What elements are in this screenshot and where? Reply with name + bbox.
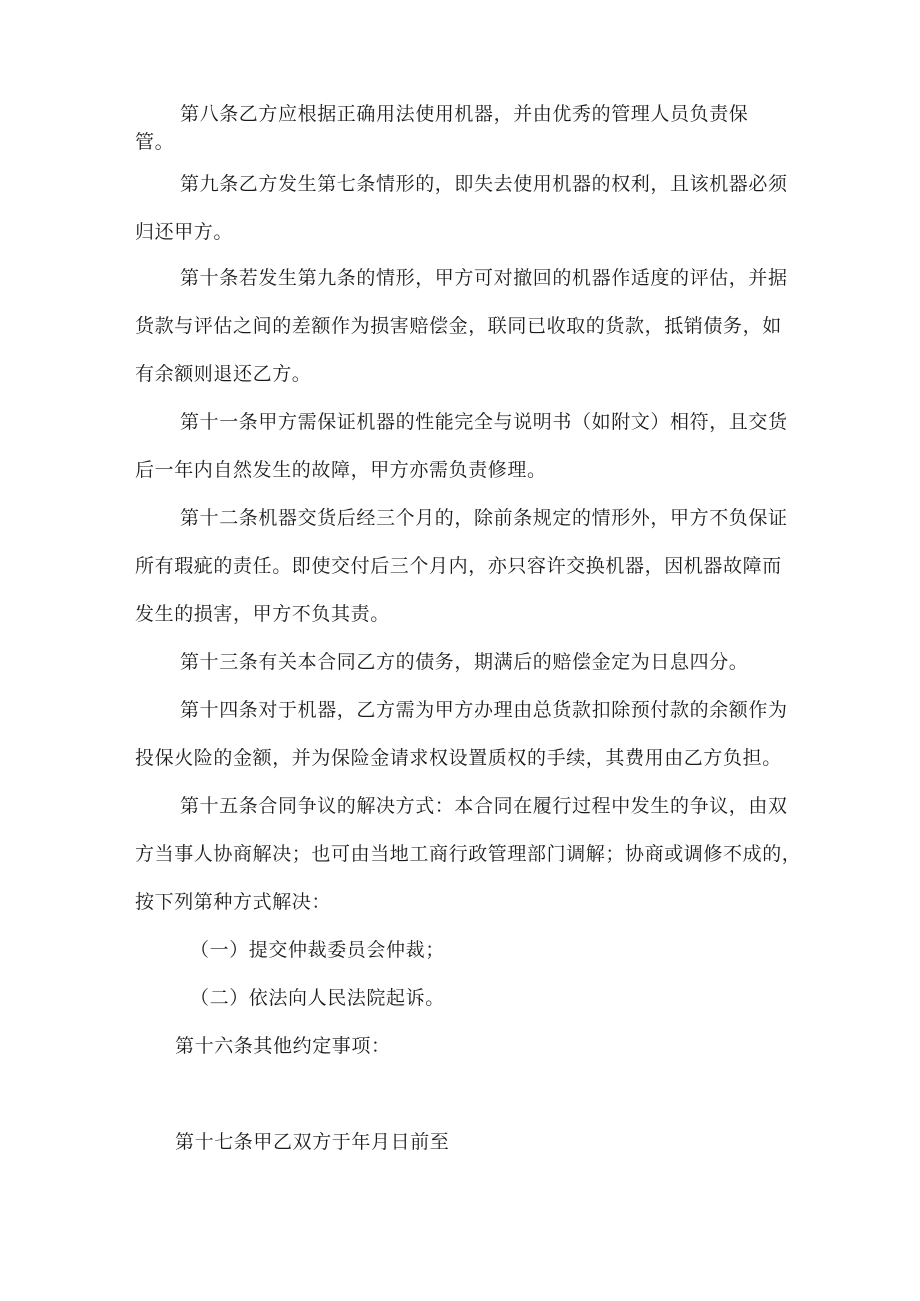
article-15-line-1: 第十五条合同争议的解决方式：本合同在履行过程中发生的争议，由双 [180, 795, 788, 817]
article-15-line-3: 按下列第种方式解决： [135, 891, 332, 913]
article-14-line-2: 投保火险的金额，并为保险金请求权设置质权的手续，其费用由乙方负担。 [135, 747, 782, 769]
article-9-line-1: 第九条乙方发生第七条情形的，即失去使用机器的权利，且该机器必须 [180, 173, 788, 195]
article-10-line-1: 第十条若发生第九条的情形，甲方可对撤回的机器作适度的评估，并据 [180, 267, 788, 289]
article-8-line-2: 管。 [135, 131, 175, 153]
article-12-line-2: 所有瑕疵的责任。即使交付后三个月内，亦只容许交换机器，因机器故障而 [135, 555, 782, 577]
article-10-line-3: 有余额则退还乙方。 [135, 363, 312, 385]
article-11-line-2: 后一年内自然发生的故障，甲方亦需负责修理。 [135, 459, 547, 481]
option-2-line: （二）依法向人民法院起诉。 [190, 987, 445, 1009]
article-13-line-1: 第十三条有关本合同乙方的债务，期满后的赔偿金定为日息四分。 [180, 651, 749, 673]
article-8-line-1: 第八条乙方应根据正确用法使用机器，并由优秀的管理人员负责保 [180, 103, 749, 125]
article-12-line-3: 发生的损害，甲方不负其责。 [135, 603, 390, 625]
article-17-line-1: 第十七条甲乙双方于年月日前至 [175, 1131, 450, 1153]
article-16-line-1: 第十六条其他约定事项： [175, 1035, 391, 1057]
article-14-line-1: 第十四条对于机器，乙方需为甲方办理由总货款扣除预付款的余额作为 [180, 699, 788, 721]
article-12-line-1: 第十二条机器交货后经三个月的，除前条规定的情形外，甲方不负保证 [180, 507, 788, 529]
article-11-line-1: 第十一条甲方需保证机器的性能完全与说明书（如附文）相符，且交货 [180, 411, 788, 433]
option-1-line: （一）提交仲裁委员会仲裁； [190, 939, 445, 961]
article-10-line-2: 货款与评估之间的差额作为损害赔偿金，联同已收取的货款，抵销债务，如 [135, 315, 782, 337]
article-9-line-2: 归还甲方。 [135, 221, 234, 243]
article-15-line-2: 方当事人协商解决；也可由当地工商行政管理部门调解；协商或调修不成的， [135, 843, 802, 865]
